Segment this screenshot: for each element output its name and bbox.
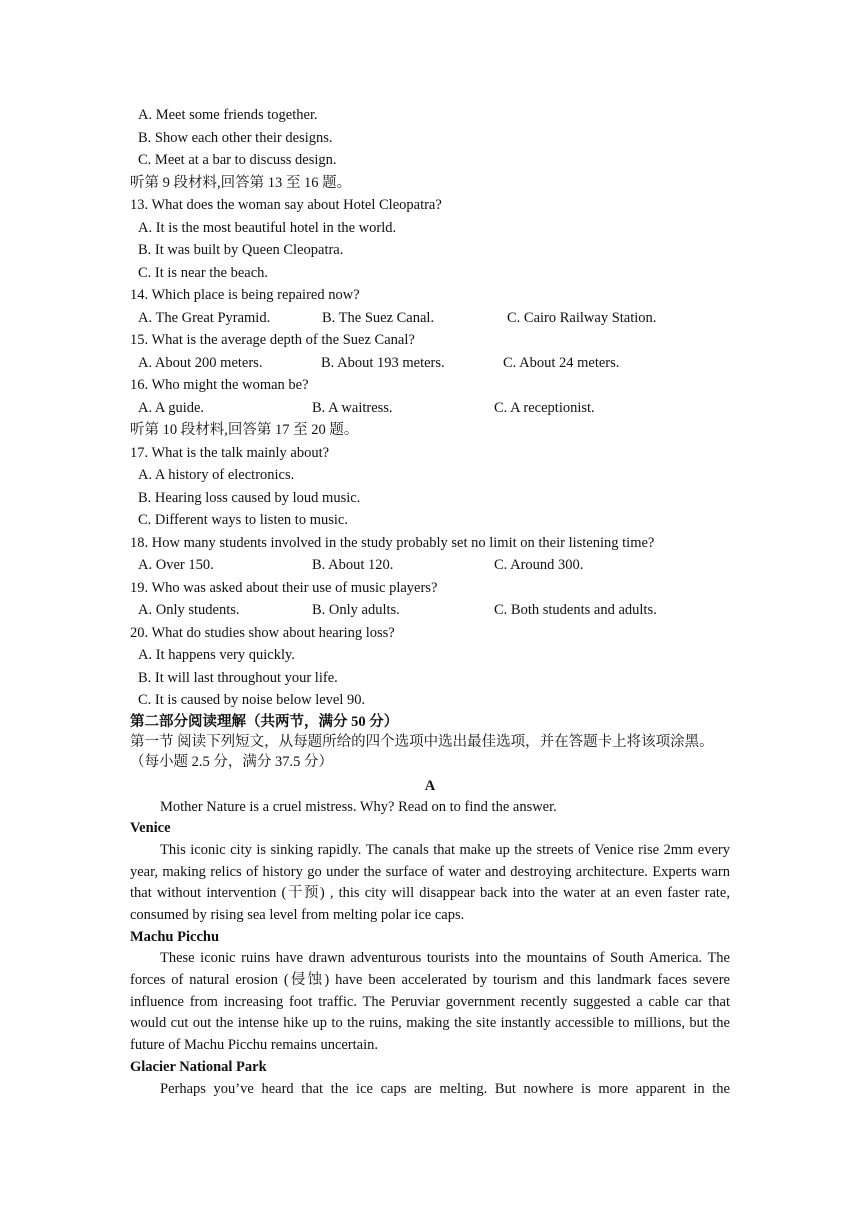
passage-letter: A [424,777,436,794]
q13-option-a: A. It is the most beautiful hotel in the world. [138,219,397,236]
q15-options [130,352,730,375]
q15-question: 15. What is the average depth of the Suez Canal? [130,332,415,348]
q14-options [130,307,730,330]
q14-option-a: A. The Great Pyramid. [138,309,271,326]
q19-question: 19. Who was asked about their use of music players? [130,579,438,596]
q20-option-a: A. It happens very quickly. [138,647,295,663]
venice-heading: Venice [130,820,171,837]
machu-picchu-heading: Machu Picchu [130,928,220,945]
q19-option-b: B. Only adults. [312,602,400,618]
reading-section1-instructions: 第一节 阅读下列短文，从每题所给的四个选项中选出最佳选项，并在答题卡上将该项涂黑。（每小题 2.5 分，满分 37.5 分） [130,733,714,770]
glacier-heading: Glacier National Park [130,1058,267,1075]
q18-option-b: B. About 120. [312,557,394,573]
q17-option-a: A. A history of electronics. [138,467,295,483]
q13-question: 13. What does the woman say about Hotel Cleopatra? [130,197,442,213]
q17-option-c: C. Different ways to listen to music. [138,512,348,528]
q16-options [130,397,730,420]
q18-question: 18. How many students involved in the study probably set no limit on their listening time? [130,534,655,551]
q19-options [130,599,730,622]
q17-question: 17. What is the talk mainly about? [130,444,330,461]
machu-picchu-paragraph: These iconic ruins have drawn adventurous tourists into the mountains of South America. The forces of natural erosion (侵蚀) have been accelerated by tourism and this landmark faces severe influence from increasing foot traffic. The Peruviar government recently suggested a cable car that would cut out the intense hike up to the ruins, making the site instantly accessible to millions, but the future of Machu Picchu remains uncertain. [130,950,730,1054]
q16-question: 16. Who might the woman be? [130,377,309,393]
q19-option-c: C. Both students and adults. [494,602,657,618]
q20-question: 20. What do studies show about hearing loss? [130,624,395,641]
q16-option-b: B. A waitress. [312,399,393,416]
q18-option-a: A. Over 150. [138,557,214,573]
q15-option-a: A. About 200 meters. [138,354,263,371]
q17-option-b: B. Hearing loss caused by loud music. [138,489,361,506]
passage-intro: Mother Nature is a cruel mistress. Why? Read on to find the answer. [160,798,557,815]
q14-option-b: B. The Suez Canal. [322,309,435,326]
q13-option-b: B. It was built by Queen Cleopatra. [138,242,344,258]
q18-options [130,554,730,577]
glacier-paragraph: Perhaps you’ve heard that the ice caps are melting. But nowhere is more apparent in the [160,1080,730,1097]
q15-option-b: B. About 193 meters. [321,354,445,371]
reading-part-title: 第二部分阅读理解（共两节，满分 50 分） [130,713,399,730]
q18-option-c: C. Around 300. [494,557,584,573]
q16-option-c: C. A receptionist. [494,399,595,416]
q14-question: 14. Which place is being repaired now? [130,287,360,303]
q14-option-c: C. Cairo Railway Station. [507,309,657,326]
q13-option-c: C. It is near the beach. [138,264,269,281]
q20-option-c: C. It is caused by noise below level 90. [138,692,366,708]
q12-option-b: B. Show each other their designs. [138,129,333,146]
q12-option-c: C. Meet at a bar to discuss design. [138,152,337,168]
exam-page [130,104,730,1100]
q20-option-b: B. It will last throughout your life. [138,669,338,686]
q12-option-a: A. Meet some friends together. [138,107,318,123]
section9-intro: 听第 9 段材料,回答第 13 至 16 题。 [130,174,352,191]
q19-option-a: A. Only students. [138,602,240,618]
q15-option-c: C. About 24 meters. [503,354,620,371]
section10-intro: 听第 10 段材料,回答第 17 至 20 题。 [130,422,359,438]
q16-option-a: A. A guide. [138,399,205,416]
venice-paragraph: This iconic city is sinking rapidly. The canals that make up the streets of Venice rise 2mm every year, making relics of history go under the surface of water and destroying architecture. Experts warn that without intervention (干预) , this city will disappear back into the water at an even faster rate, consumed by rising sea level from melting polar ice caps. [130,841,730,923]
